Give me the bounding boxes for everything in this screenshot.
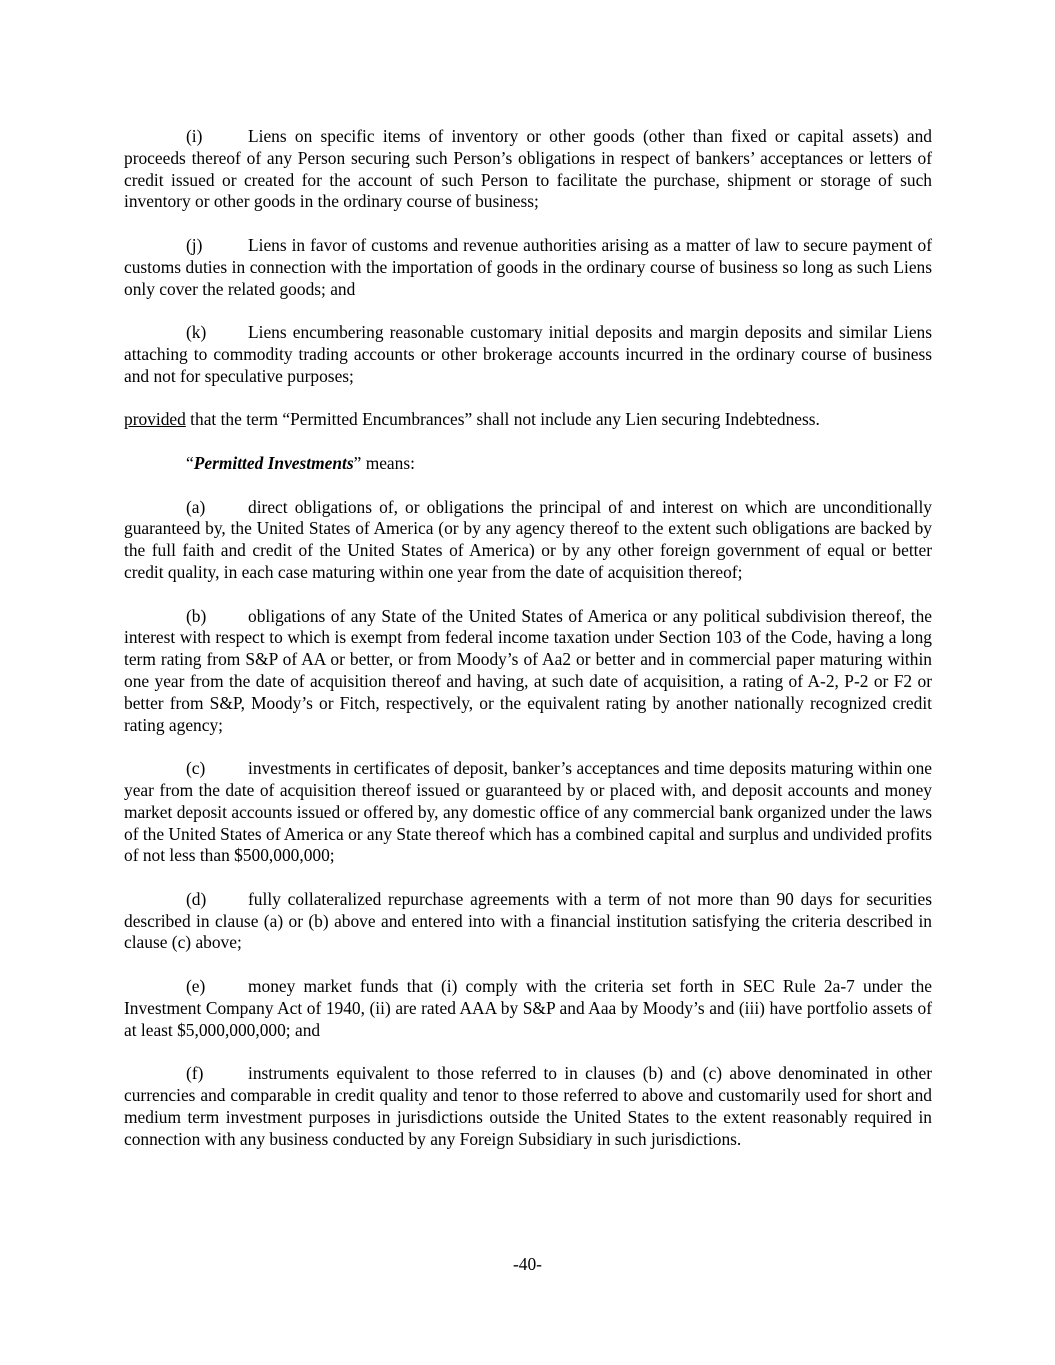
clause-marker: (d) (186, 888, 207, 909)
clause-marker: (f) (186, 1063, 204, 1084)
clause-text: Liens encumbering reasonable customary initial deposits and margin deposits and similar Liens attaching to commodity trading accounts or other brokerage accounts incurred in the ordinary course of business and not for speculative purposes; (124, 322, 932, 386)
clause-marker: (k) (186, 322, 207, 343)
investment-clause-f (124, 1063, 932, 1150)
clause-marker: (a) (186, 496, 206, 517)
clause-i (124, 126, 932, 213)
investment-clause-b (124, 606, 932, 737)
clause-text: fully collateralized repurchase agreements with a term of not more than 90 days for securities described in clause (a) or (b) above and entered into with a financial institution satisfying the criteria described in clause (c) above; (124, 888, 932, 953)
investment-clause-a (124, 497, 932, 584)
clause-k (124, 322, 932, 387)
page-number: -40- (513, 1254, 542, 1274)
clause-marker: (b) (186, 605, 207, 626)
proviso-underlined-word: provided (124, 409, 186, 430)
investment-clause-e (124, 976, 932, 1041)
definition-heading (124, 453, 932, 475)
clause-marker: (i) (186, 126, 203, 146)
definition-rest: ” means: (353, 452, 415, 473)
clause-text: direct obligations of, or obligations the principal of and interest on which are unconditionally guaranteed by, the United States of America (or by any agency thereof to the extent such obligations are backed by the full faith and credit of the United States of America) or by any other foreign government of equal or better credit quality, in each case maturing within one year from the date of acquisition thereof; (124, 496, 932, 582)
clause-marker: (c) (186, 758, 206, 779)
investment-clause-d (124, 889, 932, 954)
clause-text: money market funds that (i) comply with the criteria set forth in SEC Rule 2a-7 under the Investment Company Act of 1940, (ii) are rated AAA by S&P and Aaa by Moody’s and (iii) have portfolio assets of at least $5,000,000,000; and (124, 976, 932, 1040)
clause-text: investments in certificates of deposit, banker’s acceptances and time deposits maturing within one year from the date of acquisition thereof issued or guaranteed by or placed with, and deposit accounts and money market deposit accounts issued or offered by, any domestic office of any commercial bank organized under the laws of the United States of America or any State thereof which has a combined capital and surplus and undivided profits of not less than $500,000,000; (124, 758, 932, 866)
definition-open-quote: “ (186, 452, 194, 473)
clause-marker: (e) (186, 976, 206, 997)
investment-clause-c (124, 758, 932, 867)
clause-j (124, 235, 932, 300)
clause-marker: (j) (186, 234, 203, 255)
document-body (124, 126, 932, 1172)
defined-term: Permitted Investments (193, 452, 354, 473)
clause-text: obligations of any State of the United States of America or any political subdivision thereof, the interest with respect to which is exempt from federal income taxation under Section 103 of the Code, having a long term rating from S&P of AA or better, or from Moody’s of Aa2 or better and in commercial paper maturing within one year from the date of acquisition thereof and having, at such date of acquisition, a rating of A-2, P-2 or F2 or better from S&P, Moody’s or Fitch, respectively, or the equivalent rating by another nationally recognized credit rating agency; (124, 605, 932, 735)
clause-text: Liens on specific items of inventory or other goods (other than fixed or capital assets) and proceeds thereof of any Person securing such Person’s obligations in respect of bankers’ acceptances or letters of credit issued or created for the account of such Person to facilitate the purchase, shipment or storage of such inventory or other goods in the ordinary course of business; (124, 126, 932, 212)
proviso-paragraph (124, 409, 932, 431)
proviso-text: that the term “Permitted Encumbrances” shall not include any Lien securing Indebtedness. (185, 409, 820, 430)
clause-text: Liens in favor of customs and revenue authorities arising as a matter of law to secure payment of customs duties in connection with the importation of goods in the ordinary course of business so long as such Liens only cover the related goods; and (124, 234, 932, 299)
clause-text: instruments equivalent to those referred to in clauses (b) and (c) above denominated in other currencies and comparable in credit quality and tenor to those referred to above and customarily used for short and medium term investment purposes in jurisdictions outside the United States to the extent reasonably required in connection with any business conducted by any Foreign Subsidiary in such jurisdictions. (124, 1063, 932, 1149)
